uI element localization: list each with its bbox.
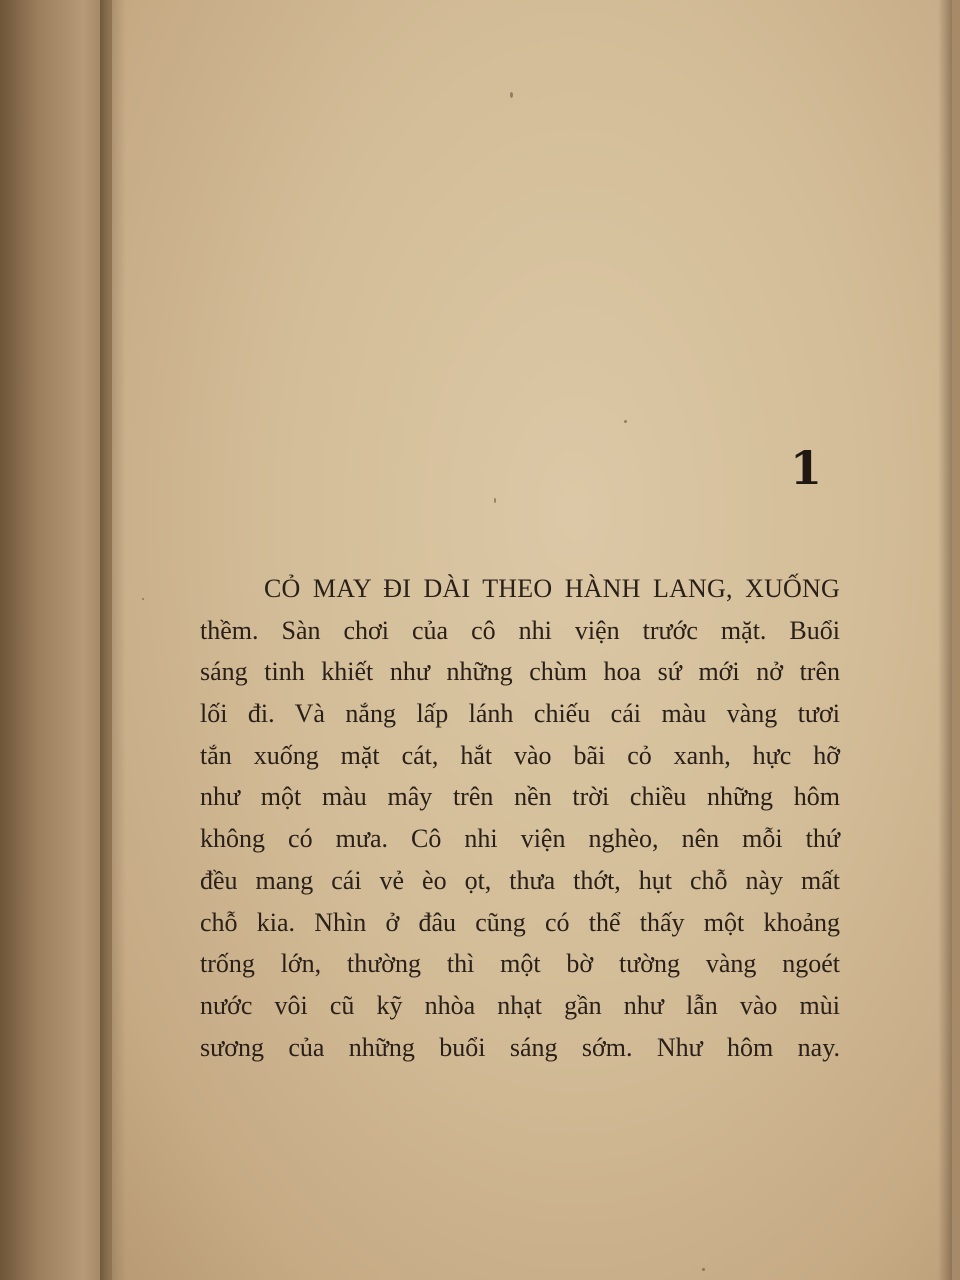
text-line: chỗ kia. Nhìn ở đâu cũng có thể thấy một khoảng	[200, 907, 840, 937]
text-line: CỎ MAY ĐI DÀI THEO HÀNH LANG, XUỐNG	[264, 574, 840, 603]
text-line: sáng tinh khiết như những chùm hoa sứ mới nở trên	[200, 657, 840, 687]
text-line: đều mang cái vẻ èo ọt, thưa thớt, hụt chỗ này mất	[200, 865, 840, 895]
text-line: tắn xuống mặt cát, hắt vào bãi cỏ xanh, hực hỡ	[200, 740, 840, 770]
text-line: nước vôi cũ kỹ nhòa nhạt gần như lẫn vào mùi	[200, 990, 840, 1020]
text-line: trống lớn, thường thì một bờ tường vàng ngoét	[200, 949, 840, 979]
paper-speck	[510, 92, 513, 98]
chapter-number: 1	[790, 441, 823, 495]
paper-speck	[624, 420, 627, 423]
paper-speck	[702, 1268, 705, 1271]
text-line: sương của những buổi sáng sớm. Như hôm nay.	[200, 1032, 840, 1062]
page-right-edge	[938, 0, 952, 1280]
book-gutter	[100, 0, 126, 1280]
left-page-edge	[0, 0, 112, 1280]
paper-speck	[494, 498, 496, 503]
text-line: thềm. Sàn chơi của cô nhi viện trước mặt. Buổi	[200, 615, 840, 645]
text-line: không có mưa. Cô nhi viện nghèo, nên mỗi thứ	[200, 824, 840, 854]
text-line: như một màu mây trên nền trời chiều những hôm	[200, 782, 840, 812]
text-line: lối đi. Và nắng lấp lánh chiếu cái màu vàng tươi	[200, 699, 840, 729]
paper-speck	[142, 598, 144, 600]
chapter-text	[200, 568, 840, 1068]
